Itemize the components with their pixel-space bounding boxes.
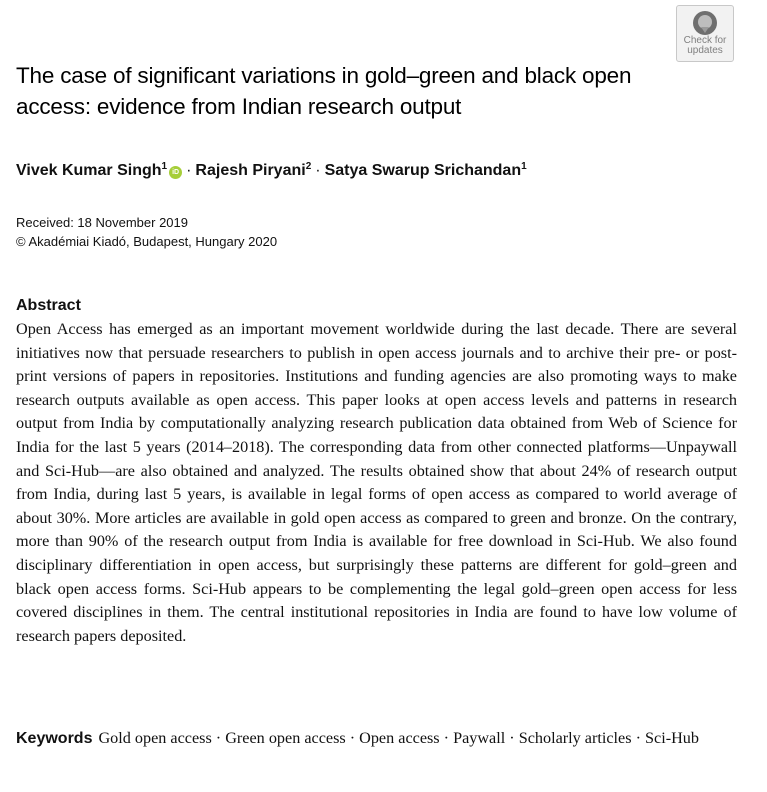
author-separator: · bbox=[186, 162, 192, 179]
paper-title: The case of significant variations in gold–green and black open access: evidence from Indian research output bbox=[16, 63, 632, 119]
abstract-heading: Abstract bbox=[16, 297, 81, 314]
author-list bbox=[16, 156, 527, 182]
badge-line-1: Check for bbox=[683, 35, 727, 46]
crossmark-icon bbox=[692, 10, 718, 36]
author-name[interactable]: Rajesh Piryani bbox=[195, 162, 306, 179]
abstract-text: Open Access has emerged as an important movement worldwide during the last decade. There are several initiatives now that persuade researchers to publish in open access journals and to archive their pre- or post-print versions of papers in repositories. Institutions and funding agencies are also promoting ways to make research outputs available as open access. This paper looks at open access levels and patterns in research output from India by computationally analyzing research publication data obtained from Web of Science for India for the last 5 years (2014–2018). The corresponding data from other connected platforms—Unpaywall and Sci-Hub—are also obtained and analyzed. The results obtained show that about 24% of research output from India, during last 5 years, is available in legal forms of open access as compared to world average of about 30%. More articles are available in gold open access as compared to green and bronze. On the contrary, more than 90% of the research output from India is available for free download in Sci-Hub. We also found disciplinary differentiation in open access, but surprisingly these patterns are different for gold–green and black open access forms. Sci-Hub appears to be complementing the legal gold–green open access for less covered disciplines in them. The central institutional repositories in India are found to have low volume of research papers deposited. bbox=[16, 320, 737, 645]
affiliation-marker: 1 bbox=[521, 161, 527, 172]
keywords-label: Keywords bbox=[16, 730, 93, 747]
keywords-section bbox=[16, 727, 716, 751]
author-separator: · bbox=[315, 162, 321, 179]
affiliation-marker: 2 bbox=[305, 161, 312, 172]
article-metadata bbox=[16, 213, 277, 251]
badge-line-2: updates bbox=[687, 45, 723, 56]
check-for-updates-badge[interactable] bbox=[676, 5, 734, 62]
author-name[interactable]: Vivek Kumar Singh bbox=[16, 162, 162, 179]
keywords-list: Gold open access · Green open access · Open access · Paywall · Scholarly articles · Sci-Hub bbox=[98, 729, 699, 747]
received-date: Received: 18 November 2019 bbox=[16, 215, 188, 230]
orcid-icon[interactable]: iD bbox=[169, 166, 182, 179]
author-name[interactable]: Satya Swarup Srichandan bbox=[324, 162, 522, 179]
copyright-notice: © Akadémiai Kiadó, Budapest, Hungary 2020 bbox=[16, 234, 278, 249]
affiliation-marker: 1 bbox=[161, 161, 168, 172]
